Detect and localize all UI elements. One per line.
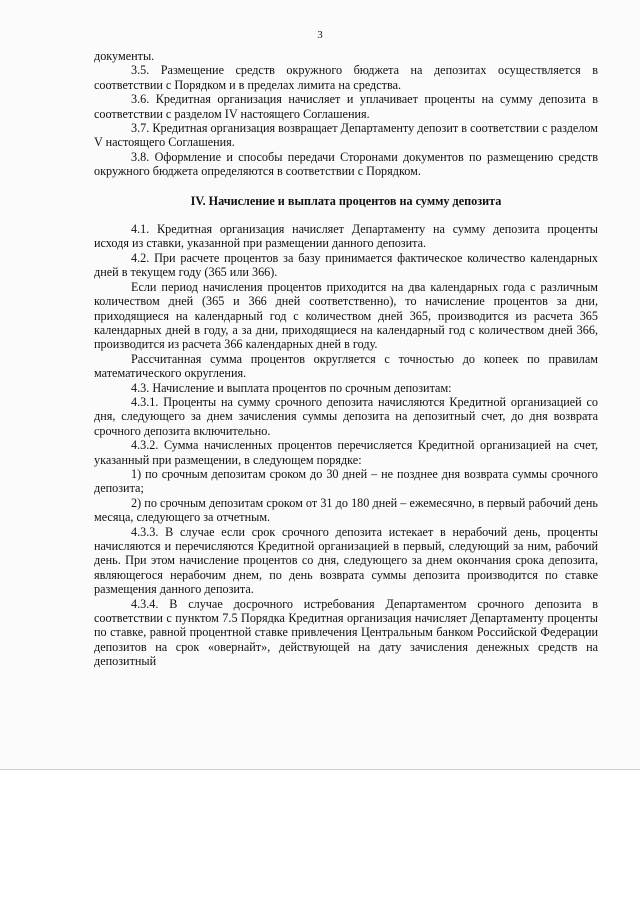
page-number: 3	[317, 29, 323, 41]
section-heading: IV. Начисление и выплата процентов на сумму депозита	[190, 193, 502, 208]
clause-3-7: 3.7. Кредитная организация возвращает Департаменту депозит в соответствии с разделом V настоящего Соглашения.	[94, 121, 598, 150]
scan-edge	[0, 769, 640, 770]
paragraph-continuation: документы.	[94, 49, 155, 63]
list-item-1: 1) по срочным депозитам сроком до 30 дней – не позднее дня возврата суммы срочного депозита;	[94, 466, 598, 496]
clause-3-6: 3.6. Кредитная организация начисляет и уплачивает проценты на сумму депозита в соответствии с разделом IV настоящего Соглашения.	[94, 92, 598, 121]
clause-4-3-1: 4.3.1. Проценты на сумму срочного депозита начисляются Кредитной организацией со дня, следующего за днем зачисления суммы депозита на депозитный счет, до дня возврата срочного депозита включительно.	[94, 394, 598, 438]
clause-3-5: 3.5. Размещение средств окружного бюджета на депозитах осуществляется в соответствии с Порядком и в пределах лимита на средства.	[94, 63, 598, 92]
document-body	[94, 49, 598, 669]
paragraph-rounding: Рассчитанная сумма процентов округляется с точностью до копеек по правилам математического округления.	[94, 351, 598, 381]
clause-4-1: 4.1. Кредитная организация начисляет Департаменту на сумму депозита проценты исходя из ставки, указанной при размещении данного депозита.	[94, 222, 598, 251]
clause-4-3-3: 4.3.3. В случае если срок срочного депозита истекает в нерабочий день, проценты начисляются и перечисляются Кредитной организацией в первый, следующий за ним, рабочий день. При этом начисление процентов со дня, следующего за днем окончания срока депозита, являющегося нерабочим днем, по день возврата суммы депозита производится по ставке размещения данного депозита.	[94, 524, 598, 597]
list-item-2: 2) по срочным депозитам сроком от 31 до 180 дней – ежемесячно, в первый рабочий день месяца, следующего за отчетным.	[94, 495, 598, 525]
clause-4-3-4: 4.3.4. В случае досрочного истребования Департаментом срочного депозита в соответствии с пунктом 7.5 Порядка Кредитная организация начисляет Департаменту проценты по ставке, равной процентной ставке привлечения Центральным банком Российской Федерации депозитов на срок «овернайт», действующей на дату зачисления денежных средств на депозитный	[94, 596, 598, 669]
clause-4-3: 4.3. Начисление и выплата процентов по срочным депозитам:	[131, 380, 452, 395]
clause-4-3-2: 4.3.2. Сумма начисленных процентов перечисляется Кредитной организацией на счет, указанный при размещении, в следующем порядке:	[94, 438, 598, 467]
clause-4-2: 4.2. При расчете процентов за базу принимается фактическое количество календарных дней в текущем году (365 или 366).	[94, 250, 598, 280]
clause-3-8: 3.8. Оформление и способы передачи Сторонами документов по размещению средств окружного бюджета определяются в соответствии с Порядком.	[94, 149, 598, 179]
paragraph-two-years: Если период начисления процентов приходится на два календарных года с различным количеством дней (365 и 366 дней соответственно), то начисление процентов за дни, приходящиеся на календарный год с количеством дней 365, производится из расчета 365 календарных дней в году, а за дни, приходящиеся на календарный год с количеством дней 366, производится из расчета 366 календарных дней в году.	[94, 279, 598, 352]
